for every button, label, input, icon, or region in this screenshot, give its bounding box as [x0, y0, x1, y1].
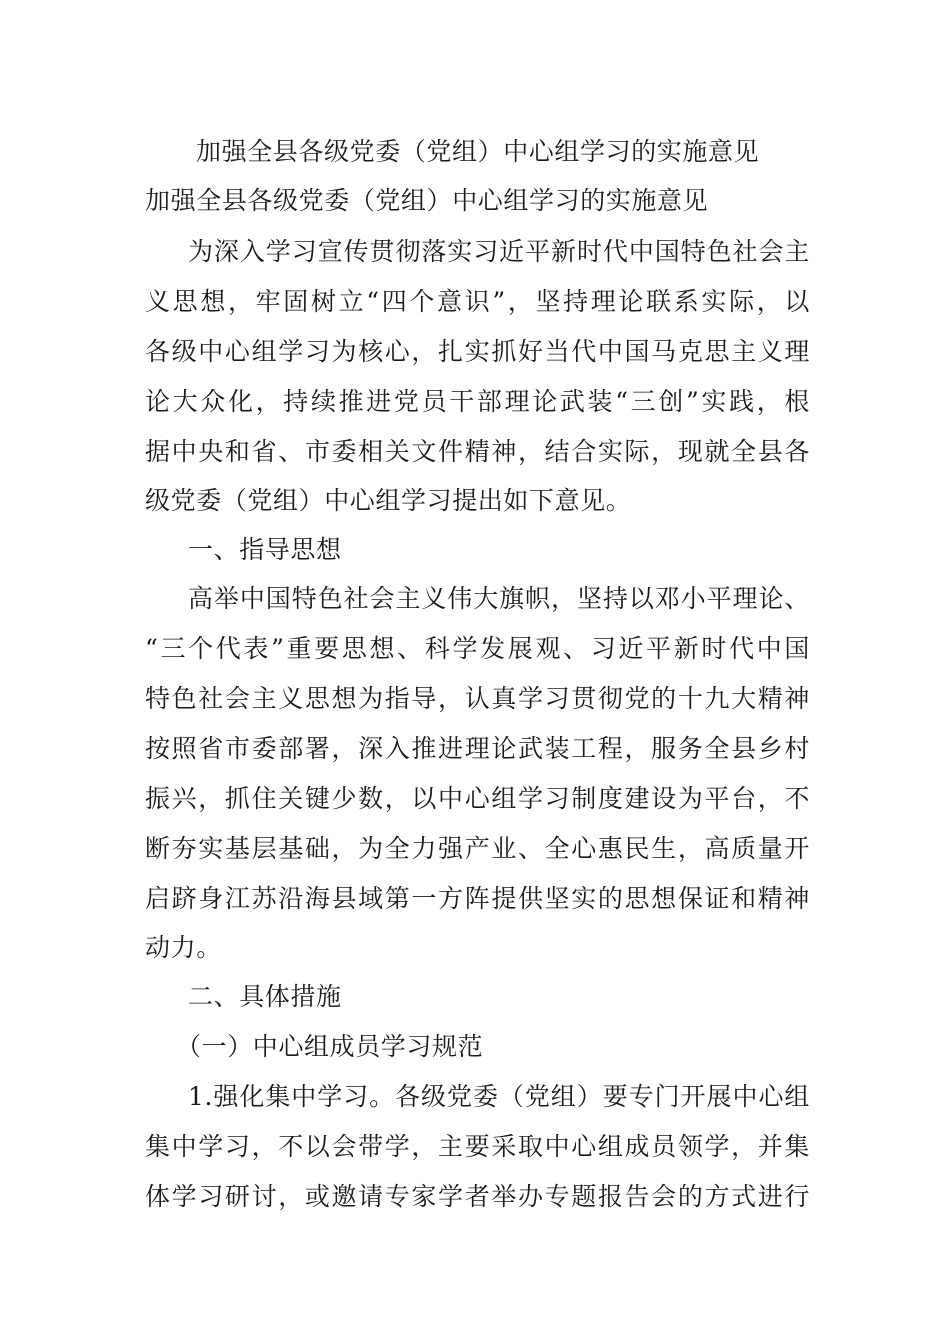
intro-line: 论大众化，持续推进党员干部理论武装“三创”实践，根 [145, 387, 810, 416]
section-line: 启跻身江苏沿海县域第一方阵提供坚实的思想保证和精神 [145, 884, 810, 913]
section-line: 特色社会主义思想为指导，认真学习贯彻党的十九大精神 [145, 684, 810, 713]
intro-line: 据中央和省、市委相关文件精神，结合实际，现就全县各 [145, 437, 810, 466]
subsection-heading: （一）中心组成员学习规范 [176, 1032, 484, 1061]
section-line: 高举中国特色社会主义伟大旗帜，坚持以邓小平理论、 [188, 584, 810, 613]
section-heading: 二、具体措施 [188, 982, 342, 1011]
intro-line: 各级中心组学习为核心，扎实抓好当代中国马克思主义理 [145, 337, 810, 366]
intro-line: 级党委（党组）中心组学习提出如下意见。 [145, 486, 632, 515]
item-line: 集中学习，不以会带学，主要采取中心组成员领学，并集 [145, 1132, 810, 1161]
intro-line: 为深入学习宣传贯彻落实习近平新时代中国特色社会主 [188, 237, 810, 266]
document-title-repeat: 加强全县各级党委（党组）中心组学习的实施意见 [145, 186, 709, 215]
item-line: 1.强化集中学习。各级党委（党组）要专门开展中心组 [188, 1082, 810, 1111]
section-line: 断夯实基层基础，为全力强产业、全心惠民生，高质量开 [145, 834, 810, 863]
section-line: “三个代表”重要思想、科学发展观、习近平新时代中国 [145, 634, 810, 663]
intro-line: 义思想，牢固树立“四个意识”，坚持理论联系实际，以 [145, 287, 810, 316]
section-line: 动力。 [145, 933, 222, 962]
section-line: 按照省市委部署，深入推进理论武装工程，服务全县乡村 [145, 734, 810, 763]
section-heading: 一、指导思想 [188, 535, 342, 564]
section-line: 振兴，抓住关键少数，以中心组学习制度建设为平台，不 [145, 784, 810, 813]
item-line: 体学习研讨，或邀请专家学者举办专题报告会的方式进行 [145, 1182, 810, 1211]
document-title: 加强全县各级党委（党组）中心组学习的实施意见 [196, 137, 760, 166]
